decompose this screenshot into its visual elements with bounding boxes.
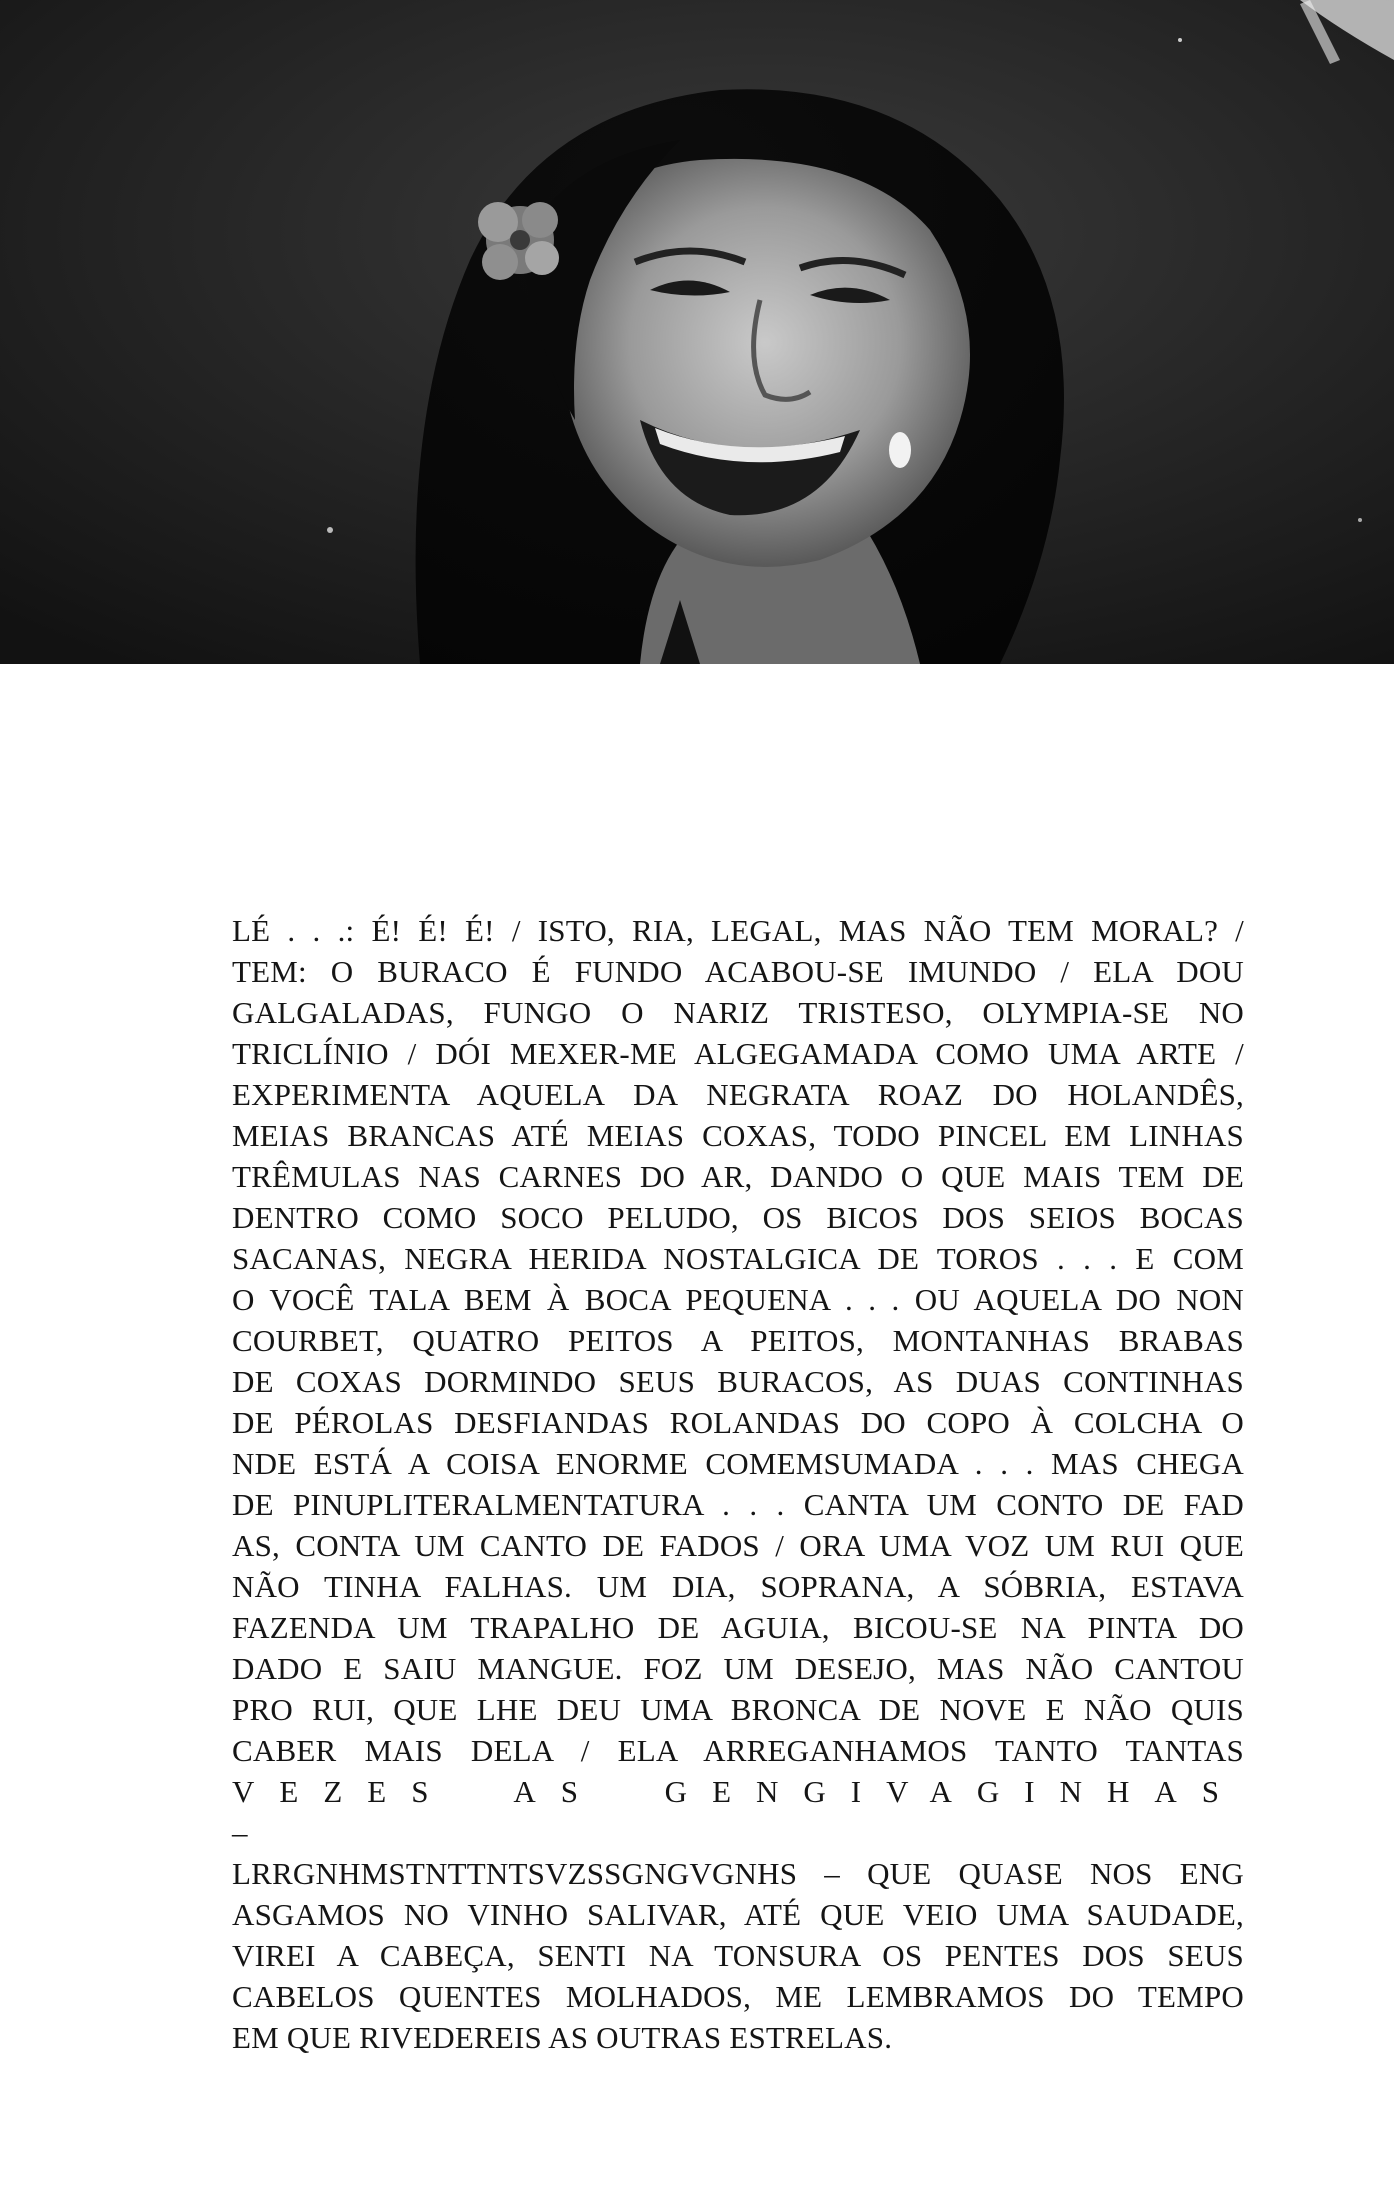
poem-line: NDE ESTÁ A COISA ENORME COMEMSUMADA . . . MAS CHEGA xyxy=(232,1446,1244,1481)
poem-line: VIREI A CABEÇA, SENTI NA TONSURA OS PENTES DOS SEUS xyxy=(232,1938,1244,1973)
poem-line: CABELOS QUENTES MOLHADOS, ME LEMBRAMOS DO TEMPO xyxy=(232,1979,1244,2014)
poem-line: O VOCÊ TALA BEM À BOCA PEQUENA . . . OU AQUELA DO NON xyxy=(232,1282,1244,1317)
poem-line: EXPERIMENTA AQUELA DA NEGRATA ROAZ DO HOLANDÊS, xyxy=(232,1077,1244,1112)
poem-line: SACANAS, NEGRA HERIDA NOSTALGICA DE TOROS . . . E COM xyxy=(232,1241,1244,1276)
poem-line: ASGAMOS NO VINHO SALIVAR, ATÉ QUE VEIO UMA SAUDADE, xyxy=(232,1897,1244,1932)
poem-line: DADO E SAIU MANGUE. FOZ UM DESEJO, MAS NÃO CANTOU xyxy=(232,1651,1244,1686)
poem-line: LRRGNHMSTNTTNTSVZSSGNGVGNHS – QUE QUASE NOS ENG xyxy=(232,1856,1244,1891)
poem-text-block xyxy=(232,910,1244,2058)
poem-line: GALGALADAS, FUNGO O NARIZ TRISTESO, OLYMPIA-SE NO xyxy=(232,995,1244,1030)
poem-line: NÃO TINHA FALHAS. UM DIA, SOPRANA, A SÓBRIA, ESTAVA xyxy=(232,1569,1244,1604)
poem-line: TRÊMULAS NAS CARNES DO AR, DANDO O QUE MAIS TEM DE xyxy=(232,1159,1244,1194)
poem-line: COURBET, QUATRO PEITOS A PEITOS, MONTANHAS BRABAS xyxy=(232,1323,1244,1358)
poem-line: TRICLÍNIO / DÓI MEXER-ME ALGEGAMADA COMO UMA ARTE / xyxy=(232,1036,1244,1071)
poem-line: FAZENDA UM TRAPALHO DE AGUIA, BICOU-SE NA PINTA DO xyxy=(232,1610,1244,1645)
poem-line: DE COXAS DORMINDO SEUS BURACOS, AS DUAS CONTINHAS xyxy=(232,1364,1244,1399)
poem-line-last: EM QUE RIVEDEREIS AS OUTRAS ESTRELAS. xyxy=(232,2020,893,2055)
poem-line: CABER MAIS DELA / ELA ARREGANHAMOS TANTO TANTAS xyxy=(232,1733,1244,1768)
poem-line: DE PÉROLAS DESFIANDAS ROLANDAS DO COPO À COLCHA O xyxy=(232,1405,1244,1440)
poem-line: MEIAS BRANCAS ATÉ MEIAS COXAS, TODO PINCEL EM LINHAS xyxy=(232,1118,1244,1153)
poem-line: LÉ . . .: É! É! É! / ISTO, RIA, LEGAL, MAS NÃO TEM MORAL? / xyxy=(232,913,1244,948)
poem-line: DENTRO COMO SOCO PELUDO, OS BICOS DOS SEIOS BOCAS xyxy=(232,1200,1244,1235)
poem-line-spaced: VEZES AS GENGIVAGINHAS – xyxy=(232,1774,1244,1850)
poem-line: PRO RUI, QUE LHE DEU UMA BRONCA DE NOVE E NÃO QUIS xyxy=(232,1692,1244,1727)
poem-line: DE PINUPLITERALMENTATURA . . . CANTA UM CONTO DE FAD xyxy=(232,1487,1244,1522)
flower-icon xyxy=(478,202,559,280)
poem-line: TEM: O BURACO É FUNDO ACABOU-SE IMUNDO / ELA DOU xyxy=(232,954,1244,989)
portrait-illustration xyxy=(0,0,1394,664)
portrait-photo xyxy=(0,0,1394,664)
poem-line: AS, CONTA UM CANTO DE FADOS / ORA UMA VOZ UM RUI QUE xyxy=(232,1528,1244,1563)
